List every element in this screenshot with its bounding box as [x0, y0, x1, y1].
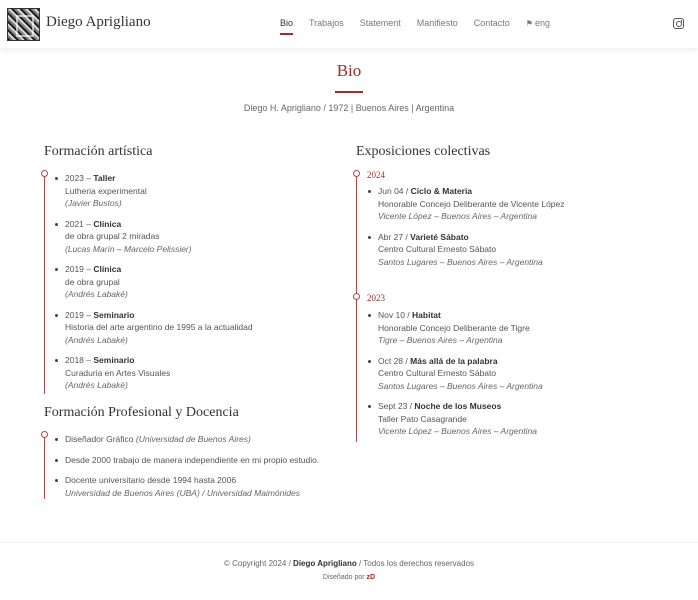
- page-subtitle: Diego H. Aprigliano / 1972 | Buenos Aires | Argentina: [243, 103, 455, 113]
- footer-owner-link[interactable]: Diego Aprigliano: [293, 559, 357, 568]
- formacion-artistica-timeline: [44, 172, 253, 394]
- list-item: 2019 – Seminario Historia del arte argentino de 1995 a la actualidad (Andrés Labaké): [65, 309, 253, 345]
- timeline-dot: [353, 170, 360, 177]
- list-item: Abr 27 / Varieté Sábato Centro Cultural Ernesto Sábato Santos Lugares – Buenos Aires – Argentina: [378, 231, 678, 269]
- nav-language[interactable]: [526, 18, 550, 28]
- nav-manifiesto[interactable]: Manifiesto: [416, 18, 458, 28]
- main-nav: [280, 18, 566, 28]
- nav-trabajos[interactable]: Trabajos: [309, 18, 344, 28]
- list-item: Oct 28 / Más allá de la palabra Centro Cultural Ernesto Sábato Santos Lugares – Buenos Aires – Argentina: [378, 355, 678, 393]
- language-label: eng: [534, 18, 550, 28]
- list-item: 2023 – Taller Lutheria experimental (Javier Bustos): [65, 172, 253, 210]
- title-divider: [335, 91, 363, 93]
- list-item: Docente universitario desde 1994 hasta 2006 Universidad de Buenos Aires (UBA) / Universidad Maimónides: [65, 474, 319, 499]
- nav-bio[interactable]: Bio: [280, 18, 294, 28]
- formacion-profesional-timeline: [44, 433, 319, 499]
- list-item: 2021 – Clínica de obra grupal 2 miradas (Lucas Marín – Marcelo Pelissier): [65, 218, 253, 256]
- exposiciones-2024-list: [358, 185, 678, 276]
- list-item: 2018 – Seminario Curaduria en Artes Visuales (Andrés Labaké): [65, 354, 253, 392]
- footer-divider: [0, 542, 698, 543]
- formacion-artistica-title: Formación artística: [44, 144, 153, 159]
- timeline-dot: [353, 293, 360, 300]
- list-item: Nov 10 / Habitat Honorable Concejo Deliberante de Tigre Tigre – Buenos Aires – Argentina: [378, 309, 678, 347]
- logo-image[interactable]: [7, 8, 40, 41]
- site-header: [0, 0, 698, 48]
- list-item: 2019 – Clínica de obra grupal (Andrés Labaké): [65, 263, 253, 301]
- page-title: Bio: [336, 61, 362, 80]
- list-item: Desde 2000 trabajo de manera independiente en mi propio estudio.: [65, 454, 320, 465]
- footer-copyright: © Copyright 2024 / Diego Aprigliano / Todos los derechos reservados: [223, 559, 475, 568]
- footer-credit: Diseñado por zD: [322, 574, 376, 581]
- formacion-profesional-title: Formación Profesional y Docencia: [44, 405, 239, 420]
- exposiciones-timeline: [356, 172, 357, 442]
- timeline-dot: [41, 431, 48, 438]
- year-label: 2024: [367, 170, 385, 180]
- flag-icon: ⚑: [525, 19, 533, 28]
- list-item: Sept 23 / Noche de los Museos Taller Pato Casagrande Vicente López – Buenos Aires – Argentina: [378, 400, 678, 438]
- timeline-dot: [41, 170, 48, 177]
- exposiciones-title: Exposiciones colectivas: [356, 144, 491, 159]
- list-item: Jun 04 / Ciclo & Materia Honorable Concejo Deliberante de Vicente López Vicente López – Buenos Aires – Argentina: [378, 185, 678, 223]
- instagram-icon[interactable]: [673, 18, 684, 29]
- year-label: 2023: [367, 293, 385, 303]
- designer-link[interactable]: zD: [366, 574, 376, 581]
- site-name[interactable]: Diego Aprigliano: [46, 14, 151, 30]
- nav-contacto[interactable]: Contacto: [473, 18, 510, 28]
- exposiciones-2023-list: [358, 309, 678, 446]
- list-item: Diseñador Gráfico (Universidad de Buenos Aires): [65, 433, 319, 446]
- nav-statement[interactable]: Statement: [359, 18, 401, 28]
